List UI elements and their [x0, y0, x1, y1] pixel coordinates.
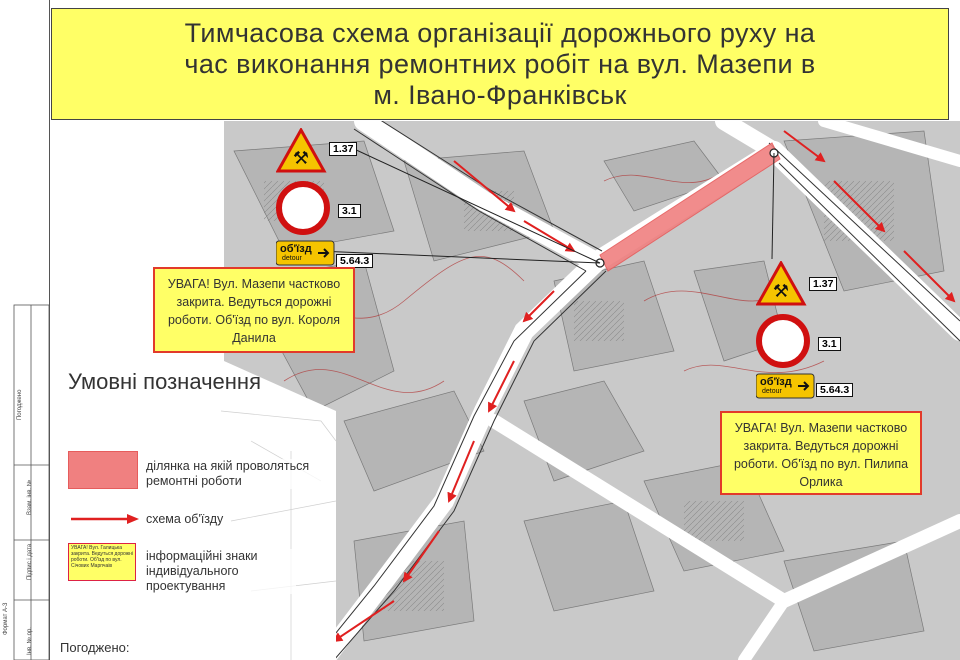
stamp-approved: Погоджено [17, 389, 23, 420]
detour-arrow-icon [71, 512, 141, 526]
sign-code-warning: 1.37 [329, 142, 357, 156]
title-banner [51, 8, 949, 120]
worker-icon: ⚒ [292, 148, 310, 169]
legend-detour-label: схема об'їзду [146, 512, 224, 526]
title-stamp [3, 300, 49, 660]
legend-panel [51, 121, 336, 660]
sign-code-detour: 5.64.3 [816, 383, 853, 397]
stamp-replace-inv: Взам. інв. № [27, 479, 33, 515]
agreed-label: Погоджено: [60, 640, 130, 655]
sign-code-detour: 5.64.3 [336, 254, 373, 268]
sign-code-no-entry: 3.1 [818, 337, 841, 351]
page-title: Тимчасова схема організації дорожнього руху на час виконання ремонтних робіт на вул. Мазепи в м. Івано-Франківськ [184, 17, 816, 110]
frame-border [49, 0, 50, 660]
stamp-inv-no: Інв. № ор. [27, 627, 33, 655]
sign-code-no-entry: 3.1 [338, 204, 361, 218]
worker-icon: ⚒ [772, 281, 790, 302]
legend-repair-label: ділянка на якій проволяться ремонтні роботи [146, 459, 326, 489]
no-entry-icon [759, 317, 807, 365]
sign-group-2 [756, 261, 876, 406]
repair-zone-swatch [68, 451, 138, 489]
stamp-format: Формат А-3 [3, 602, 9, 635]
detour-label: об'їзд [280, 243, 312, 255]
detour-sub: detour [762, 388, 782, 395]
legend-signs-label: інформаційні знаки індивідуального проектування [146, 549, 296, 594]
legend-heading: Умовні позначення [68, 369, 261, 394]
legend-sign-sample: УВАГА! Вул. Галицька закрита. Ведуться дорожні роботи. Об'їзд по вул. Січових Марпчаів [68, 543, 136, 581]
stamp-sign-date: Підпис і дата [27, 543, 33, 580]
detour-label: об'їзд [760, 376, 792, 388]
detour-sub: detour [282, 255, 302, 262]
sign-code-warning: 1.37 [809, 277, 837, 291]
notice-left: УВАГА! Вул. Мазепи частково закрита. Ведуться дорожні роботи. Об'їзд по вул. Короля Данила [153, 267, 355, 353]
notice-right: УВАГА! Вул. Мазепи частково закрита. Ведуться дорожні роботи. Об'їзд по вул. Пилипа Орлика [720, 411, 922, 495]
